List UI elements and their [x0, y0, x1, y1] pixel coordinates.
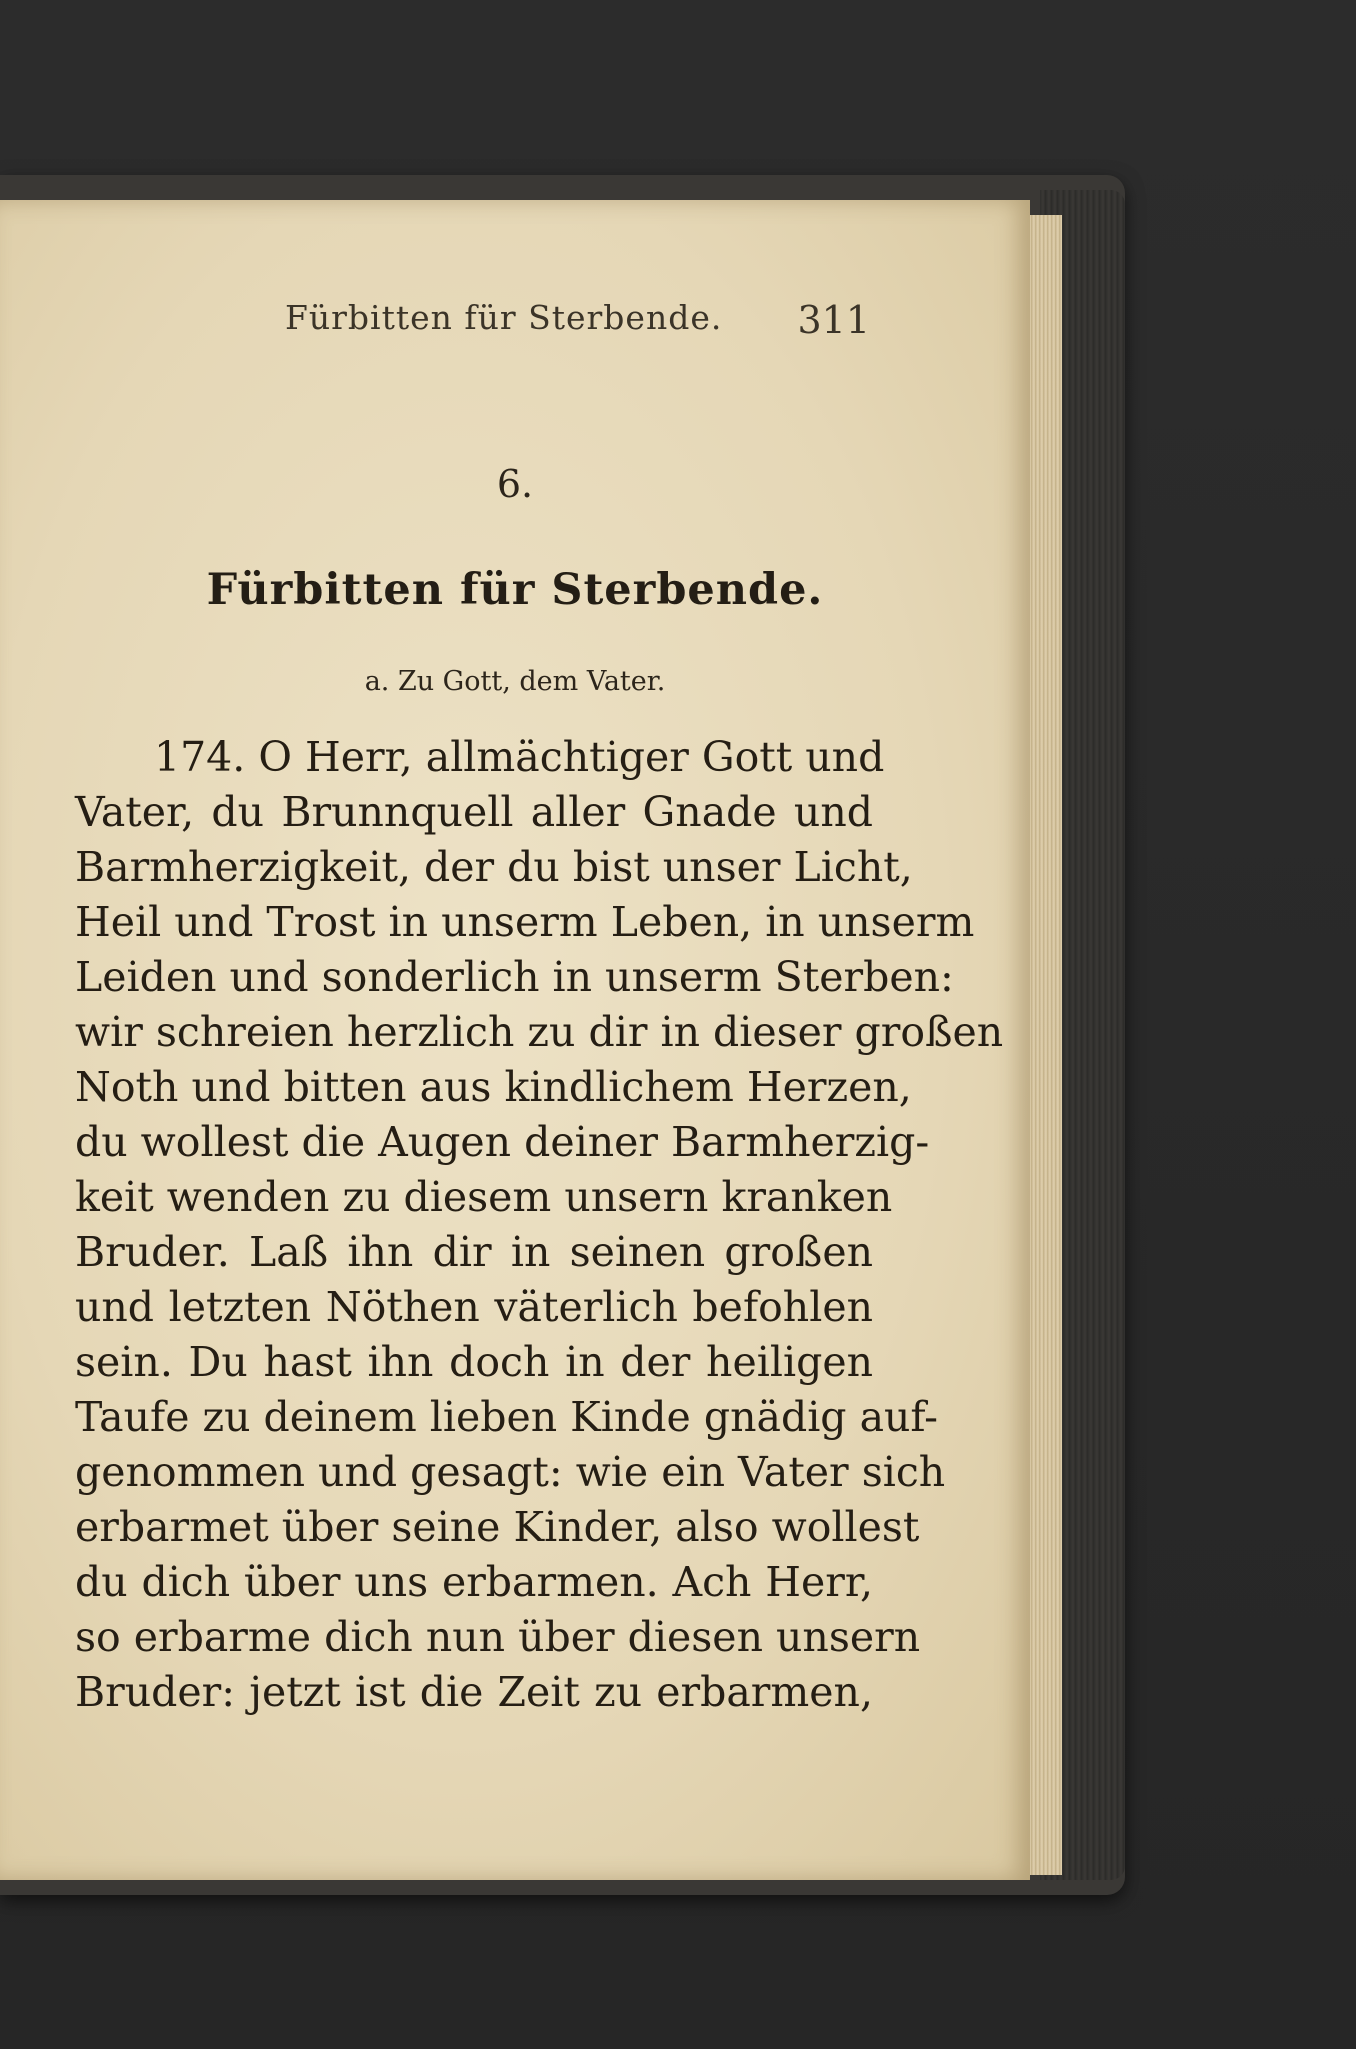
- text-line: erbarmet über seine Kinder, also wollest: [75, 1503, 920, 1551]
- text-line: sein. Du hast ihn doch in der heiligen: [75, 1338, 873, 1386]
- text-line: du dich über uns erbarmen. Ach Herr,: [75, 1558, 873, 1606]
- text-line: wir schreien herzlich zu dir in dieser großen: [75, 1008, 1004, 1056]
- section-title: Fürbitten für Sterbende.: [206, 565, 824, 615]
- subsection-heading: a. Zu Gott, dem Vater.: [364, 666, 666, 697]
- text-line: Vater, du Brunnquell aller Gnade und: [75, 788, 873, 836]
- text-line: Heil und Trost in unserm Leben, in unserm: [75, 898, 975, 946]
- text-line: Bruder: jetzt ist die Zeit zu erbarmen,: [75, 1668, 873, 1716]
- text-line: Barmherzigkeit, der du bist unser Licht,: [75, 843, 913, 891]
- text-line: keit wenden zu diesem unsern kranken: [75, 1173, 893, 1221]
- running-title: Fürbitten für Sterbende.: [285, 298, 723, 337]
- text-line: du wollest die Augen deiner Barmherzig-: [75, 1118, 930, 1166]
- running-header: [285, 298, 870, 348]
- prayer-text: [75, 730, 1004, 1720]
- text-line: Bruder. Laß ihn dir in seinen großen: [75, 1228, 873, 1276]
- text-line: und letzten Nöthen väterlich befohlen: [75, 1283, 873, 1331]
- text-line: so erbarme dich nun über diesen unsern: [75, 1613, 921, 1661]
- text-line: genommen und gesagt: wie ein Vater sich: [75, 1448, 946, 1496]
- text-line: 174. O Herr, allmächtiger Gott und: [154, 733, 885, 781]
- text-line: Noth und bitten aus kindlichem Herzen,: [75, 1063, 912, 1111]
- text-line: Leiden und sonderlich in unserm Sterben:: [75, 953, 954, 1001]
- section-number: 6.: [496, 462, 534, 506]
- text-line: Taufe zu deinem lieben Kinde gnädig auf-: [75, 1393, 939, 1441]
- page-number: 311: [797, 298, 870, 342]
